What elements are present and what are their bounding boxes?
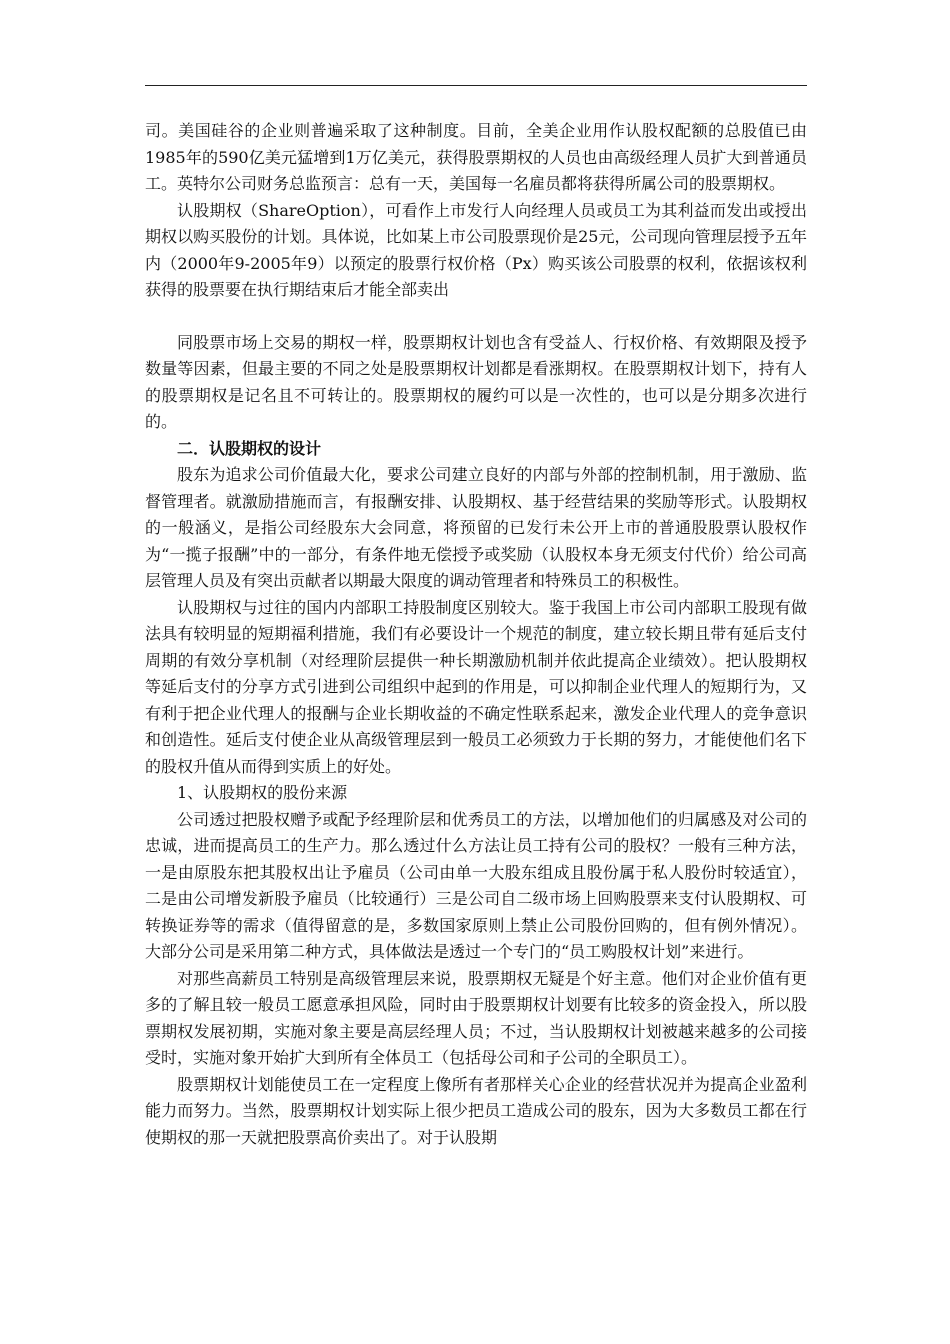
- paragraph-employee-ownership: 股票期权计划能使员工在一定程度上像所有者那样关心企业的经营状况并为提高企业盈利能力而努力。当然，股票期权计划实际上很少把员工造成公司的股东，因为大多数员工都在行使期权的那一天就把股票高价卖出了。对于认股期: [145, 1074, 807, 1147]
- subsection-heading: 1、认股期权的股份来源: [177, 783, 348, 802]
- section-heading: 二．认股期权的设计: [177, 438, 322, 458]
- paragraph-deferred-payment: 认股期权与过往的国内内部职工持股制度区别较大。鉴于我国上市公司内部职工股现有做法具有较明显的短期福利措施，我们有必要设计一个规范的制度，建立较长期且带有延后支付周期的有效分享机制（对经理阶层提供一种长期激励机制并依此提高企业绩效）。把认股期权等延后支付的分享方式引进到公司组织中起到的作用是，可以抑制企业代理人的短期行为，又有利于把企业代理人的报酬与企业长期收益的不确定性联系起来，激发企业代理人的竞争意识和创造性。延后支付使企业从高级管理层到一般员工必须致力于长期的努力，才能使他们名下的股权升值从而得到实质上的好处。: [145, 597, 807, 776]
- paragraph-share-sources: 公司透过把股权赠予或配予经理阶层和优秀员工的方法，以增加他们的归属感及对公司的忠诚，进而提高员工的生产力。那么透过什么方法让员工持有公司的股权？一般有三种方法，一是由原股东把其股权出让予雇员（公司由单一大股东组成且股份属于私人股份时较适宜），二是由公司增发新股予雇员（比较通行）三是公司自二级市场上回购股票来支付认股期权、可转换证券等的需求（值得留意的是，多数国家原则上禁止公司股份回购的，但有例外情况）。大部分公司是采用第二种方式，具体做法是透过一个专门的“员工购股权计划”来进行。: [145, 809, 807, 961]
- paragraph-call-option: 同股票市场上交易的期权一样，股票期权计划也含有受益人、行权价格、有效期限及授予数量等因素，但最主要的不同之处是股票期权计划都是看涨期权。在股票期权计划下，持有人的股票期权是记名且不可转让的。股票期权的履约可以是一次性的，也可以是分期多次进行的。: [145, 332, 807, 431]
- paragraph-senior-management: 对那些高薪员工特别是高级管理层来说，股票期权无疑是个好主意。他们对企业价值有更多的了解且较一般员工愿意承担风险，同时由于股票期权计划要有比较多的资金投入，所以股票期权发展初期，实施对象主要是高层经理人员；不过，当认股期权计划被越来越多的公司接受时，实施对象开始扩大到所有全体员工（包括母公司和子公司的全职员工）。: [145, 968, 807, 1067]
- blank-line: [145, 304, 807, 330]
- header-rule: [145, 85, 807, 86]
- paragraph-shareholder-incentive: 股东为追求公司价值最大化，要求公司建立良好的内部与外部的控制机制，用于激励、监督管理者。就激励措施而言，有报酬安排、认股期权、基于经营结果的奖励等形式。认股期权的一般涵义，是指公司经股东大会同意，将预留的已发行未公开上市的普通股股票认股权作为“一揽子报酬”中的一部分，有条件地无偿授予或奖励（认股权本身无须支付代价）给公司高层管理人员及有突出贡献者以期最大限度的调动管理者和特殊员工的积极性。: [145, 465, 807, 590]
- paragraph-share-option-definition: 认股期权（ShareOption），可看作上市发行人向经理人员或员工为其利益而发出或授出期权以购买股份的计划。具体说，比如某上市公司股票现价是25元，公司现向管理层授予五年内（2000年9-2005年9）以预定的股票行权价格（Px）购买该公司股票的权利，依据该权利获得的股票要在执行期结束后才能全部卖出: [145, 200, 807, 299]
- paragraph-continued: 司。美国硅谷的企业则普遍采取了这种制度。目前，全美企业用作认股权配额的总股值已由1985年的590亿美元猛增到1万亿美元，获得股票期权的人员也由高级经理人员扩大到普通员工。英特尔公司财务总监预言：总有一天，美国每一名雇员都将获得所属公司的股票期权。: [145, 121, 807, 193]
- document-body: [145, 118, 807, 1151]
